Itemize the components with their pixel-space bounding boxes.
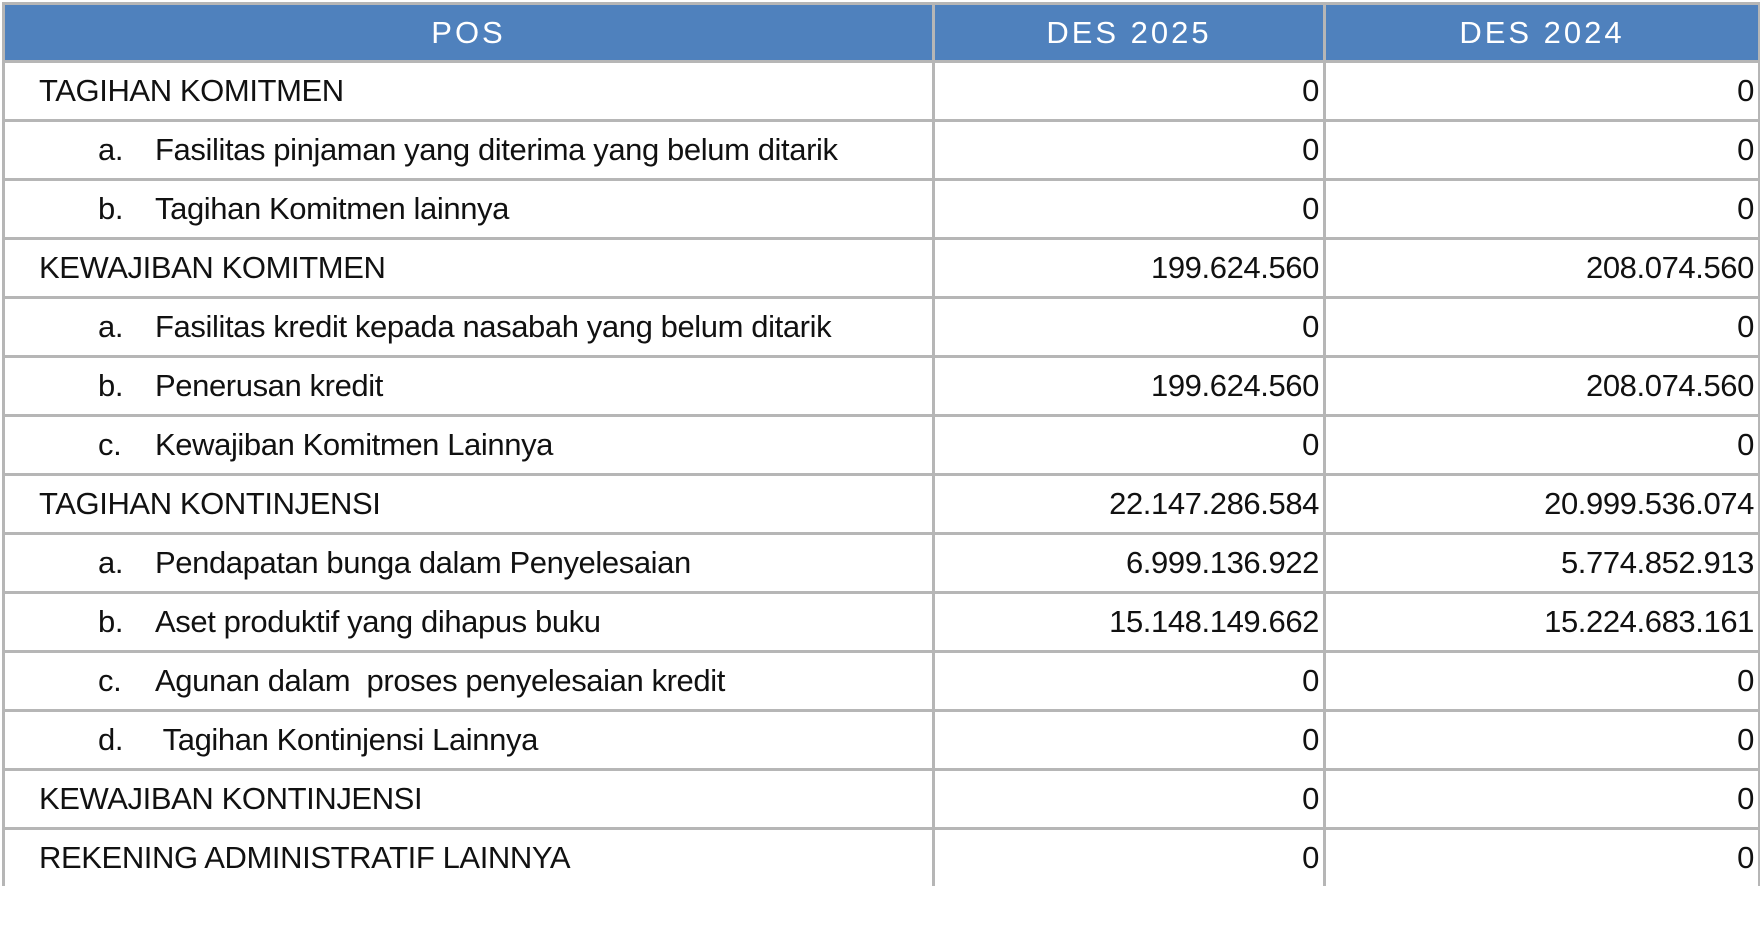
sub-item-cell — [4, 357, 934, 416]
pos-label: Penerusan kredit — [155, 368, 383, 403]
value-des-2025: 0 — [934, 180, 1325, 239]
item-marker: b. — [98, 604, 124, 639]
pos-label: REKENING ADMINISTRATIF LAINNYA — [39, 840, 571, 875]
value-des-2025: 0 — [934, 711, 1325, 770]
table-row — [4, 416, 1760, 475]
value-des-2025: 199.624.560 — [934, 239, 1325, 298]
value-des-2024: 20.999.536.074 — [1325, 475, 1760, 534]
sub-item-cell — [4, 534, 934, 593]
value-des-2025: 6.999.136.922 — [934, 534, 1325, 593]
item-marker: b. — [98, 368, 124, 403]
value-des-2025: 0 — [934, 298, 1325, 357]
header-des-2025: DES 2025 — [934, 4, 1325, 62]
value-des-2024: 0 — [1325, 652, 1760, 711]
value-des-2024: 208.074.560 — [1325, 239, 1760, 298]
pos-label: TAGIHAN KONTINJENSI — [39, 486, 381, 521]
table-row — [4, 711, 1760, 770]
pos-label: TAGIHAN KOMITMEN — [39, 73, 344, 108]
off-balance-sheet-table — [2, 2, 1760, 886]
section-heading-cell — [4, 239, 934, 298]
table-header — [4, 4, 1760, 62]
sub-item-cell — [4, 711, 934, 770]
table-row — [4, 121, 1760, 180]
table-row — [4, 62, 1760, 121]
pos-label: Kewajiban Komitmen Lainnya — [155, 427, 554, 462]
value-des-2024: 0 — [1325, 298, 1760, 357]
value-des-2025: 0 — [934, 652, 1325, 711]
item-marker: a. — [98, 545, 124, 580]
table-row — [4, 829, 1760, 887]
value-des-2025: 0 — [934, 121, 1325, 180]
pos-label: Aset produktif yang dihapus buku — [155, 604, 601, 639]
item-marker: d. — [98, 722, 124, 757]
table-body — [4, 62, 1760, 887]
value-des-2025: 15.148.149.662 — [934, 593, 1325, 652]
pos-label: KEWAJIBAN KONTINJENSI — [39, 781, 423, 816]
header-des-2024: DES 2024 — [1325, 4, 1760, 62]
header-pos: POS — [4, 4, 934, 62]
section-heading-cell — [4, 770, 934, 829]
pos-label: Pendapatan bunga dalam Penyelesaian — [155, 545, 691, 580]
pos-label: Fasilitas pinjaman yang diterima yang belum ditarik — [155, 132, 838, 167]
value-des-2025: 0 — [934, 829, 1325, 887]
section-heading-cell — [4, 62, 934, 121]
value-des-2025: 199.624.560 — [934, 357, 1325, 416]
sub-item-cell — [4, 180, 934, 239]
value-des-2024: 208.074.560 — [1325, 357, 1760, 416]
value-des-2024: 0 — [1325, 829, 1760, 887]
value-des-2024: 0 — [1325, 711, 1760, 770]
header-row — [4, 4, 1760, 62]
section-heading-cell — [4, 475, 934, 534]
table-row — [4, 534, 1760, 593]
value-des-2024: 5.774.852.913 — [1325, 534, 1760, 593]
sub-item-cell — [4, 652, 934, 711]
item-marker: a. — [98, 309, 124, 344]
value-des-2024: 0 — [1325, 62, 1760, 121]
table-row — [4, 357, 1760, 416]
table-row — [4, 239, 1760, 298]
item-marker: c. — [98, 663, 122, 698]
value-des-2024: 15.224.683.161 — [1325, 593, 1760, 652]
item-marker: a. — [98, 132, 124, 167]
table-row — [4, 770, 1760, 829]
section-heading-cell — [4, 829, 934, 887]
value-des-2025: 0 — [934, 62, 1325, 121]
table-row — [4, 593, 1760, 652]
sub-item-cell — [4, 416, 934, 475]
value-des-2024: 0 — [1325, 180, 1760, 239]
table-row — [4, 298, 1760, 357]
sub-item-cell — [4, 121, 934, 180]
value-des-2024: 0 — [1325, 770, 1760, 829]
table-row — [4, 180, 1760, 239]
value-des-2025: 0 — [934, 770, 1325, 829]
pos-label: Tagihan Kontinjensi Lainnya — [155, 722, 538, 757]
value-des-2024: 0 — [1325, 416, 1760, 475]
pos-label: Agunan dalam proses penyelesaian kredit — [155, 663, 725, 698]
item-marker: c. — [98, 427, 122, 462]
sub-item-cell — [4, 593, 934, 652]
item-marker: b. — [98, 191, 124, 226]
value-des-2025: 0 — [934, 416, 1325, 475]
value-des-2024: 0 — [1325, 121, 1760, 180]
pos-label: Fasilitas kredit kepada nasabah yang belum ditarik — [155, 309, 832, 344]
pos-label: KEWAJIBAN KOMITMEN — [39, 250, 386, 285]
table-row — [4, 475, 1760, 534]
table-row — [4, 652, 1760, 711]
value-des-2025: 22.147.286.584 — [934, 475, 1325, 534]
pos-label: Tagihan Komitmen lainnya — [155, 191, 509, 226]
sub-item-cell — [4, 298, 934, 357]
